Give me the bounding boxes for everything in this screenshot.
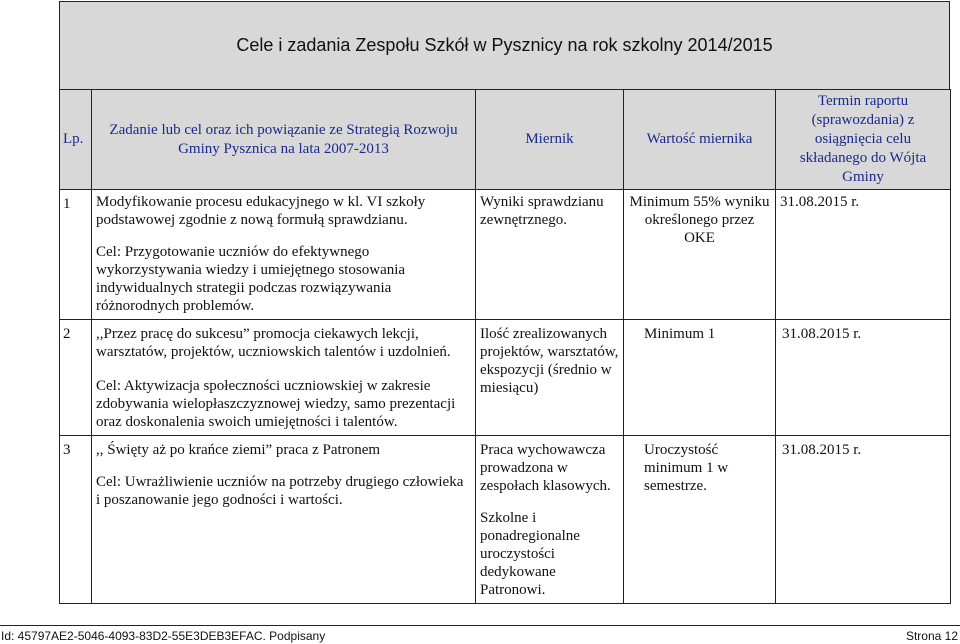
measure-cell — [476, 320, 624, 436]
value-text: Minimum 55% wyniku określonego przez OKE — [629, 194, 770, 246]
value-cell — [624, 320, 776, 436]
header-deadline: Termin raportu (sprawozdania) z osiągnięcia celu składanego do Wójta Gminy — [776, 90, 951, 190]
header-measure: Miernik — [476, 90, 624, 190]
row-number: 2 — [60, 320, 92, 436]
value-text: Uroczystość minimum 1 w semestrze. — [644, 442, 729, 494]
deadline-cell — [776, 436, 951, 604]
deadline-text: 31.08.2015 r. — [780, 194, 860, 210]
document-id: Id: 45797AE2-5046-4093-83D2-55E3DEB3EFAC. Podpisany — [1, 629, 326, 643]
row-number: 3 — [60, 436, 92, 604]
value-cell — [624, 190, 776, 320]
header-value: Wartość miernika — [624, 90, 776, 190]
header-lp: Lp. — [60, 90, 92, 190]
measure-text: Praca wychowawcza prowadzona w zespołach klasowych. — [480, 442, 611, 494]
measure-text-2: Szkolne i ponadregionalne uroczystości dedykowane Patronowi. — [480, 510, 580, 598]
table-row — [60, 190, 951, 320]
header-task: Zadanie lub cel oraz ich powiązanie ze Strategią Rozwoju Gminy Pysznica na lata 2007-2013 — [92, 90, 476, 190]
measure-text: Ilość zrealizowanych projektów, warsztatów, ekspozycji (średnio w miesiącu) — [480, 326, 619, 396]
table-row — [60, 320, 951, 436]
header-row — [60, 90, 951, 190]
measure-cell — [476, 436, 624, 604]
task-goal: Cel: Aktywizacja społeczności uczniowskiej w zakresie zdobywania wielopłaszczyznowej wiedzy, samo prezentacji oraz doskonalenia swoich umiejętności i talentów. — [96, 378, 456, 430]
task-cell — [92, 190, 476, 320]
task-cell — [92, 320, 476, 436]
task-cell — [92, 436, 476, 604]
page-title-box — [59, 1, 950, 90]
page-title: Cele i zadania Zespołu Szkół w Pysznicy na rok szkolny 2014/2015 — [236, 35, 773, 55]
deadline-cell — [776, 190, 951, 320]
table-row — [60, 436, 951, 604]
measure-text: Wyniki sprawdzianu zewnętrznego. — [480, 194, 604, 228]
row-number: 1 — [60, 190, 92, 320]
task-title: ,,Przez pracę do sukcesu” promocja ciekawych lekcji, warsztatów, projektów, uczniowskich talentów i uzdolnień. — [96, 326, 451, 360]
deadline-text: 31.08.2015 r. — [782, 442, 862, 458]
task-title: Modyfikowanie procesu edukacyjnego w kl. VI szkoły podstawowej zgodnie z nową formułą sprawdzianu. — [96, 194, 426, 228]
goals-table — [59, 89, 951, 604]
deadline-cell — [776, 320, 951, 436]
deadline-text: 31.08.2015 r. — [782, 326, 862, 342]
task-goal: Cel: Przygotowanie uczniów do efektywnego wykorzystywania wiedzy i umiejętnego stosowania indywidualnych strategii podczas rozwiązywania różnorodnych problemów. — [96, 244, 406, 314]
measure-cell — [476, 190, 624, 320]
value-cell — [624, 436, 776, 604]
task-title: ,, Święty aż po krańce ziemi” praca z Patronem — [96, 442, 381, 458]
page-footer — [0, 625, 960, 644]
value-text: Minimum 1 — [644, 326, 716, 342]
page-number: Strona 12 — [905, 629, 958, 643]
task-goal: Cel: Uwrażliwienie uczniów na potrzeby drugiego człowieka i poszanowanie jego godności i wartości. — [96, 474, 464, 508]
